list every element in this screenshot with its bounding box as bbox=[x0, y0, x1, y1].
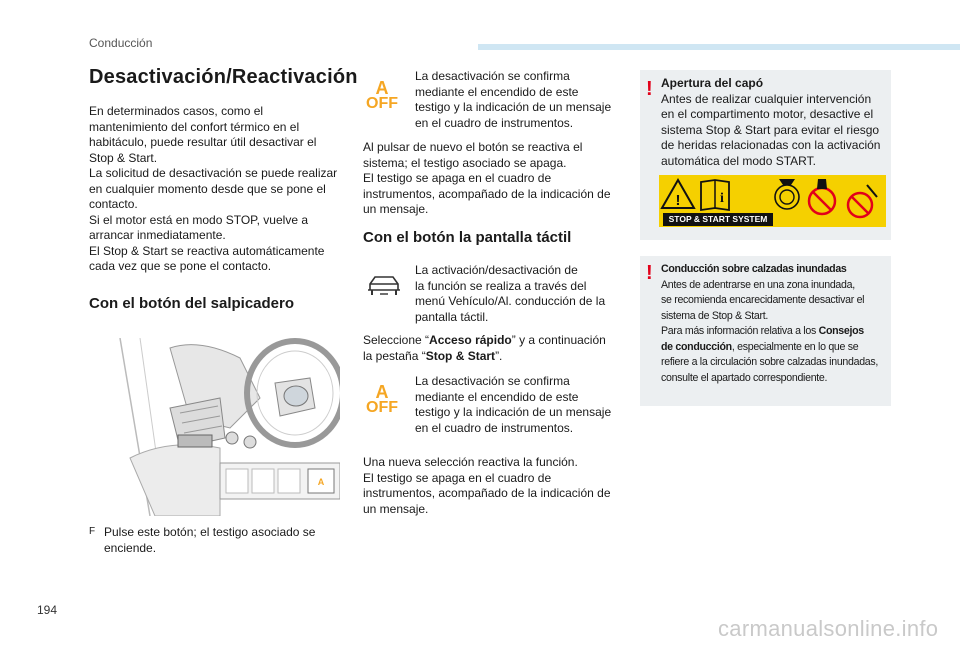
text-line bbox=[363, 349, 623, 365]
text-line: sistema Stop & Start para evitar el riesgo bbox=[661, 122, 880, 137]
section-title: Conducción bbox=[89, 36, 153, 50]
text-line: El Stop & Start se reactiva automáticamente bbox=[89, 243, 325, 258]
text-line: contacto. bbox=[89, 197, 138, 211]
text-fragment: Para más información relativa a los bbox=[661, 325, 819, 337]
text-line: testigo y la indicación de un mensaje bbox=[415, 100, 612, 114]
text-line: sistema de Stop & Start. bbox=[661, 309, 769, 322]
dashboard-instruction bbox=[104, 525, 344, 556]
text-line: Si el motor está en modo STOP, vuelve a bbox=[89, 212, 309, 227]
text-line: en el compartimento motor, desactive el bbox=[661, 107, 874, 121]
icon-label: OFF bbox=[366, 95, 398, 112]
text-fragment: la pestaña “ bbox=[363, 348, 426, 363]
text-line: un mensaje. bbox=[363, 202, 429, 216]
page-title: Desactivación/Reactivación bbox=[89, 66, 358, 88]
text-line: instrumentos, acompañado de la indicación de bbox=[363, 186, 611, 201]
text-line: mediante el encendido de este bbox=[415, 84, 579, 99]
text-line: un mensaje. bbox=[363, 501, 429, 516]
stop-start-label-text: STOP & START SYSTEM bbox=[663, 213, 773, 226]
text-line: sistema; el testigo asociado se apaga. bbox=[363, 155, 567, 170]
icon-letter: A bbox=[375, 78, 389, 98]
text-line: Antes de adentrarse en una zona inundada, bbox=[661, 278, 855, 291]
stop-start-label bbox=[659, 175, 886, 227]
text-line: El testigo se apaga en el cuadro de bbox=[363, 470, 552, 485]
text-line: instrumentos, acompañado de la indicación de bbox=[363, 486, 611, 500]
touch-heading: Con el botón la pantalla táctil bbox=[363, 229, 572, 246]
text-line: Al pulsar de nuevo el botón se reactiva el bbox=[363, 140, 583, 154]
menu-term: Acceso rápido bbox=[429, 333, 512, 347]
text-line: cada vez que se pone el contacto. bbox=[89, 259, 272, 273]
text-line bbox=[363, 333, 623, 349]
new-selection-paragraph bbox=[363, 455, 623, 517]
bullet-icon: F bbox=[89, 526, 96, 537]
text-line: en el cuadro de instrumentos. bbox=[415, 420, 574, 435]
select-paragraph bbox=[363, 333, 623, 364]
text-line: arrancar inmediatamente. bbox=[89, 228, 226, 242]
text-line: La desactivación se confirma bbox=[415, 374, 570, 388]
text-fragment: ”. bbox=[495, 348, 503, 363]
text-line: refiere a la circulación sobre calzadas inundadas, bbox=[661, 356, 879, 368]
text-line: la función se realiza a través del bbox=[415, 278, 587, 293]
text-fragment: , especialmente en lo que se bbox=[731, 340, 859, 353]
text-fragment: ” y a continuación bbox=[511, 333, 606, 347]
text-line bbox=[661, 324, 889, 340]
text-line: consulte el apartado correspondiente. bbox=[661, 371, 828, 384]
car-settings-icon bbox=[366, 273, 402, 299]
text-line: La activación/desactivación de bbox=[415, 263, 578, 277]
text-line: en cualquier momento desde que se pone el bbox=[89, 181, 326, 196]
text-line: automática del modo START. bbox=[661, 153, 816, 168]
reactivate-paragraph bbox=[363, 140, 623, 218]
stop-start-off-icon bbox=[365, 384, 399, 416]
svg-text:i: i bbox=[720, 191, 724, 206]
svg-text:A: A bbox=[317, 477, 325, 487]
confirm-paragraph-1 bbox=[415, 69, 625, 131]
text-line: Pulse este botón; el testigo asociado se bbox=[104, 525, 316, 539]
text-line: testigo y la indicación de un mensaje bbox=[415, 405, 612, 419]
text-line: mediante el encendido de este bbox=[415, 389, 579, 404]
text-line: Una nueva selección reactiva la función. bbox=[363, 455, 578, 469]
intro-paragraph bbox=[89, 104, 339, 275]
text-line: El testigo se apaga en el cuadro de bbox=[363, 171, 552, 185]
text-line: se recomienda encarecidamente desactivar el bbox=[661, 294, 865, 306]
page-number: 194 bbox=[37, 603, 58, 617]
dashboard-illustration bbox=[110, 338, 340, 516]
text-line: Stop & Start. bbox=[89, 150, 158, 165]
dashboard-heading: Con el botón del salpicadero bbox=[89, 295, 295, 312]
text-line: Antes de realizar cualquier intervención bbox=[661, 91, 872, 106]
menu-term: Stop & Start bbox=[425, 348, 496, 363]
text-line: habitáculo, puede resultar útil desactivar el bbox=[89, 135, 317, 149]
hood-warning-text bbox=[661, 76, 889, 169]
text-line: La desactivación se confirma bbox=[415, 69, 570, 83]
icon-letter: A bbox=[375, 382, 389, 402]
text-line: menú Vehículo/Al. conducción de la bbox=[415, 294, 606, 308]
stop-start-off-icon bbox=[365, 80, 399, 112]
touch-text bbox=[415, 263, 625, 325]
warning-icon: ! bbox=[646, 78, 653, 100]
text-line: pantalla táctil. bbox=[415, 309, 489, 324]
text-line: en el cuadro de instrumentos. bbox=[415, 115, 574, 130]
hood-title: Apertura del capó bbox=[661, 76, 764, 90]
text-line: enciende. bbox=[104, 540, 157, 555]
cross-reference: de conducción bbox=[661, 340, 732, 353]
text-line: La solicitud de desactivación se puede realizar bbox=[89, 166, 338, 180]
warning-icon: ! bbox=[646, 262, 653, 284]
text-line: En determinados casos, como el bbox=[89, 104, 264, 118]
svg-text:!: ! bbox=[675, 192, 681, 209]
watermark-text: carmanualsonline.info bbox=[718, 616, 939, 641]
cross-reference: Consejos bbox=[818, 325, 864, 337]
text-fragment: Seleccione “ bbox=[363, 333, 430, 347]
text-line: de heridas relacionadas con la activación bbox=[661, 138, 881, 152]
header-bar bbox=[478, 44, 960, 50]
confirm-paragraph-2 bbox=[415, 374, 625, 436]
text-line bbox=[661, 340, 889, 356]
flood-title: Conducción sobre calzadas inundadas bbox=[661, 263, 847, 275]
flood-warning-text bbox=[661, 262, 889, 386]
text-line: mantenimiento del confort térmico en el bbox=[89, 119, 300, 134]
icon-label: OFF bbox=[366, 399, 398, 416]
